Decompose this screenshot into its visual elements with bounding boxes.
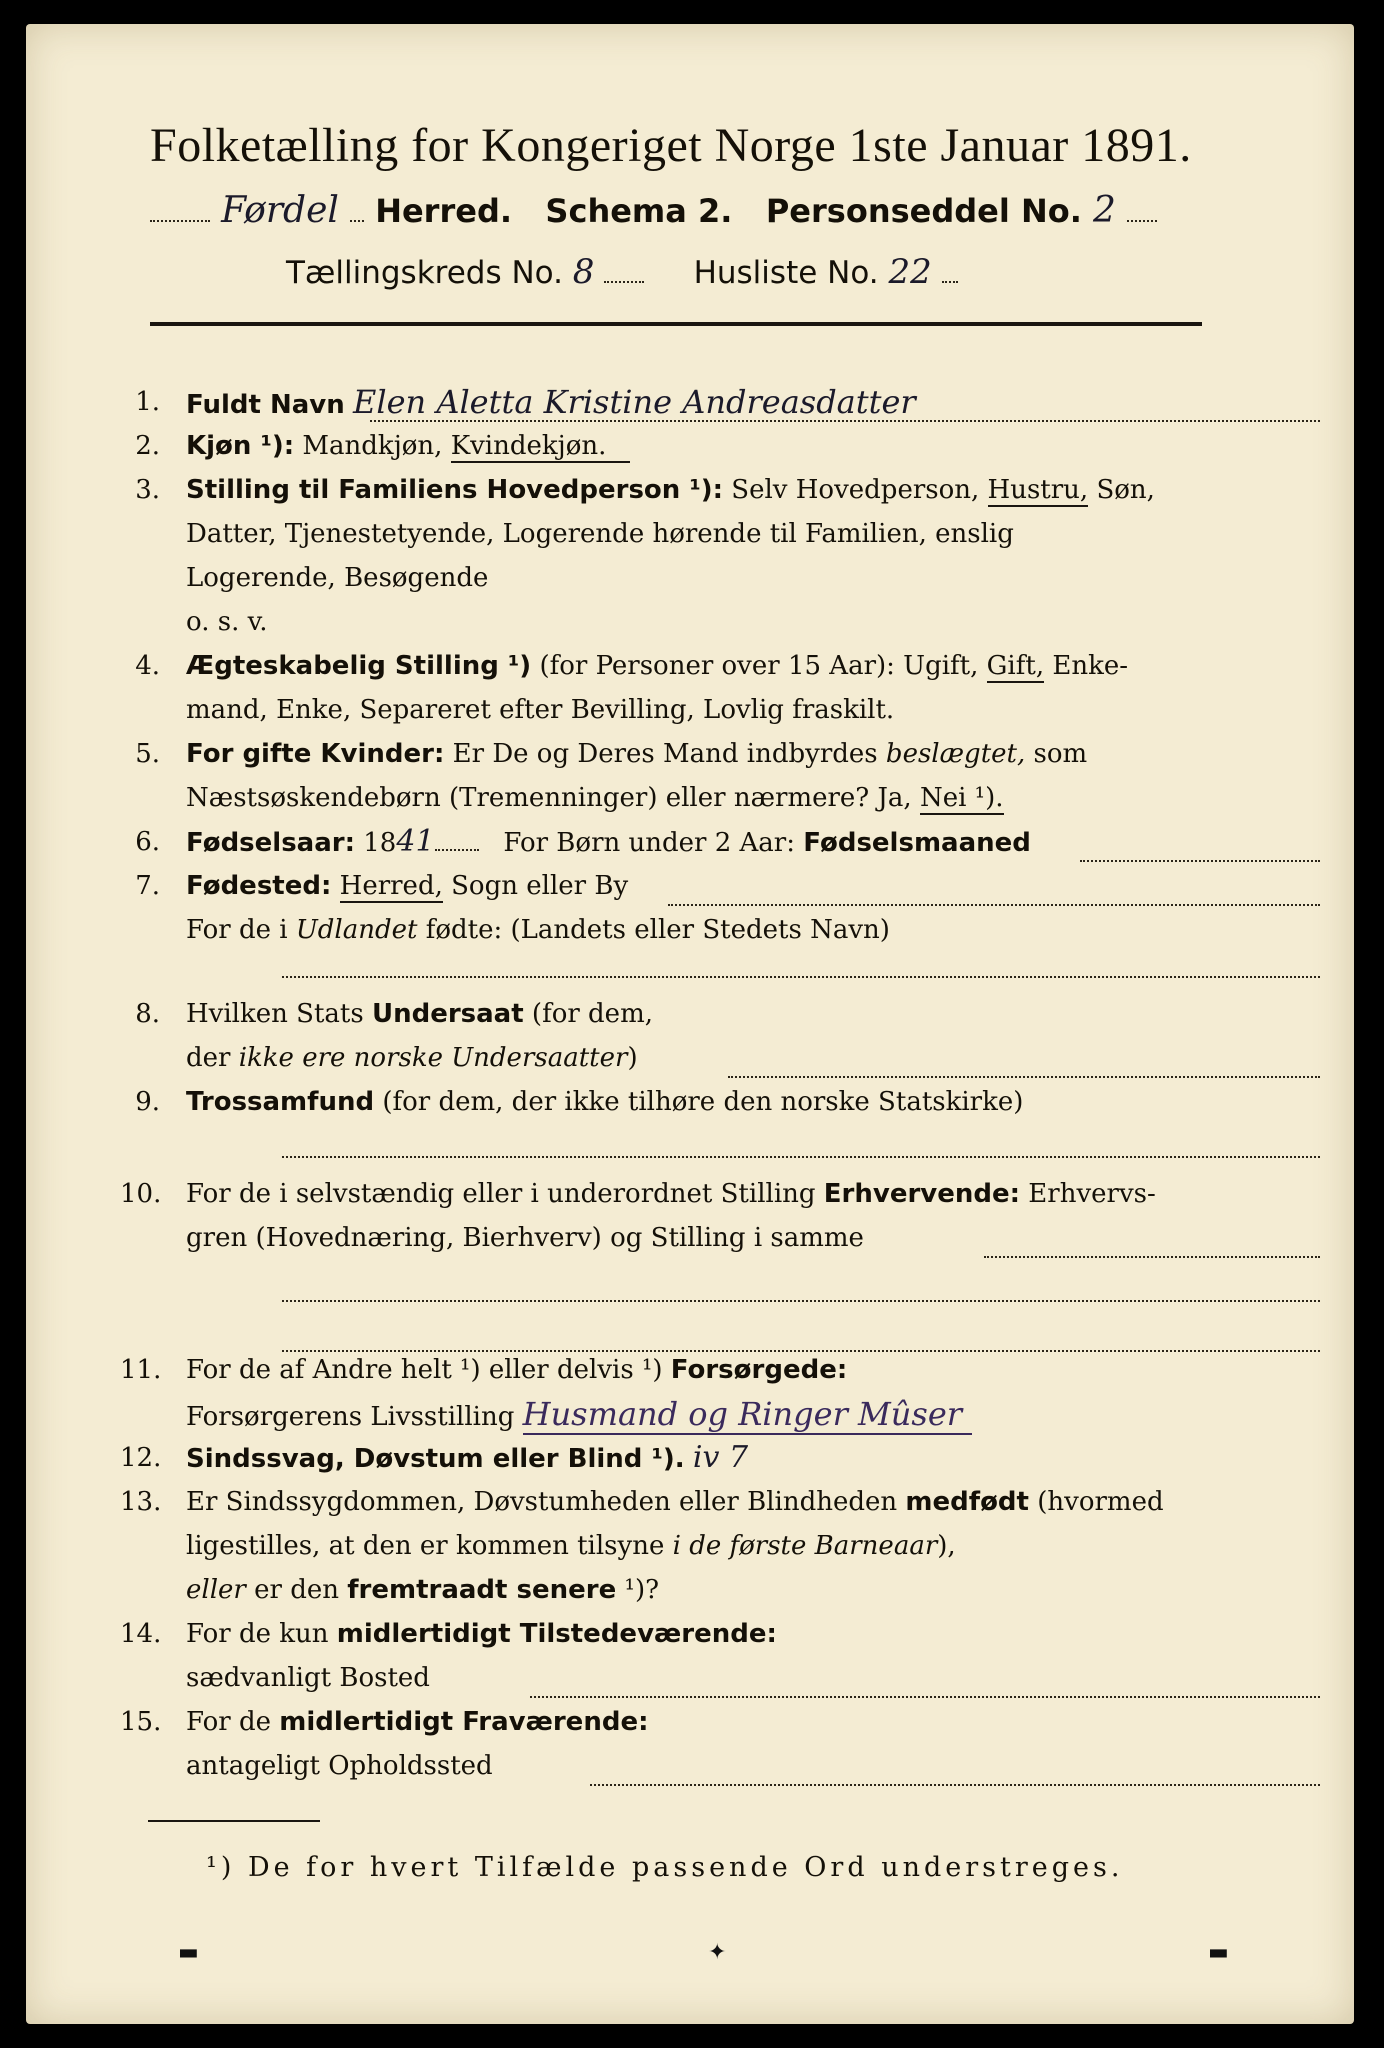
temporary-absent-question: For de bbox=[186, 1707, 271, 1737]
full-name-value: Elen Aletta Kristine Andreasdatter bbox=[353, 383, 916, 421]
dotted-fill bbox=[370, 418, 1320, 422]
dotted-fill bbox=[590, 1782, 1320, 1786]
gender-selected: Kvindekjøn. bbox=[451, 431, 631, 463]
disability-label: Sindssvag, Døvstum eller Blind ¹). bbox=[186, 1444, 685, 1474]
citizenship-label: Undersaat bbox=[371, 999, 524, 1029]
dotted-fill bbox=[728, 1074, 1320, 1078]
birthplace-label: Fødested: bbox=[186, 871, 332, 901]
item-body bbox=[186, 820, 1186, 865]
item-body bbox=[186, 556, 1186, 600]
item-number: 8. bbox=[135, 999, 160, 1029]
item-body bbox=[186, 1172, 1186, 1216]
item-body bbox=[186, 1436, 1186, 1481]
married-women-question: Næstsøskendebørn (Tremenninger) eller nærmere? Ja, bbox=[186, 783, 912, 813]
footnote-divider bbox=[148, 1820, 320, 1822]
birthplace-foreign: Udlandet bbox=[295, 915, 418, 945]
item-body bbox=[186, 1080, 1206, 1124]
congenital-question: (hvormed bbox=[1037, 1487, 1164, 1517]
birth-month-note: For Børn under 2 Aar: bbox=[503, 828, 795, 858]
congenital-question: ¹)? bbox=[624, 1575, 660, 1605]
dotted-fill bbox=[530, 1694, 1320, 1698]
family-position-options: o. s. v. bbox=[186, 607, 268, 637]
family-position-label: Stilling til Familiens Hovedperson ¹): bbox=[186, 475, 724, 505]
temporary-absent-label: midlertidigt Fraværende: bbox=[279, 1707, 649, 1737]
married-women-question: beslægtet, bbox=[885, 739, 1026, 769]
item-number: 7. bbox=[135, 871, 160, 901]
temporary-present-label: midlertidigt Tilstedeværende: bbox=[336, 1619, 777, 1649]
item-body bbox=[186, 1348, 1186, 1392]
congenital-question: ), bbox=[937, 1531, 956, 1561]
item-body bbox=[186, 644, 1186, 688]
item-number: 15. bbox=[120, 1707, 162, 1737]
item-number: 11. bbox=[120, 1355, 162, 1385]
kreds-value: 8 bbox=[572, 252, 595, 292]
punch-mark-icon: ✦ bbox=[708, 1940, 727, 1965]
item-body bbox=[186, 732, 1186, 776]
occupation-label: Erhvervende: bbox=[823, 1179, 1021, 1209]
citizenship-question: ikke ere norske Undersaatter bbox=[238, 1043, 628, 1073]
gender-option: Mandkjøn, bbox=[302, 431, 443, 461]
dotted-fill bbox=[435, 849, 479, 851]
herred-label: Herred. bbox=[375, 192, 512, 230]
citizenship-question: (for dem, bbox=[531, 999, 653, 1029]
kreds-label: Tællingskreds No. bbox=[286, 255, 563, 291]
item-body bbox=[186, 1700, 1186, 1744]
form-subheader bbox=[150, 190, 1205, 231]
congenital-question: eller bbox=[186, 1575, 246, 1605]
birth-year-label: Fødselsaar: bbox=[186, 828, 355, 858]
dotted-fill bbox=[942, 281, 958, 283]
footnote: ¹) De for hvert Tilfælde passende Ord understreges. bbox=[206, 1852, 1124, 1883]
herred-value: Førdel bbox=[221, 190, 339, 231]
temporary-present-question: For de kun bbox=[186, 1619, 329, 1649]
dotted-fill bbox=[350, 220, 364, 222]
probable-residence-label: antageligt Opholdssted bbox=[186, 1751, 493, 1781]
item-number: 4. bbox=[135, 651, 160, 681]
item-number: 3. bbox=[135, 475, 160, 505]
dotted-fill bbox=[604, 281, 644, 283]
married-women-question: som bbox=[1033, 739, 1088, 769]
item-number: 5. bbox=[135, 739, 160, 769]
birthplace-selected: Herred, bbox=[339, 871, 443, 901]
dotted-fill bbox=[150, 220, 210, 222]
congenital-question: Er Sindssygdommen, Døvstumheden eller Blindheden bbox=[186, 1487, 898, 1517]
citizenship-question: der bbox=[186, 1043, 231, 1073]
supported-label: Forsørgede: bbox=[670, 1355, 848, 1385]
marital-status-option: (for Personer over 15 Aar): Ugift, bbox=[539, 651, 979, 681]
occupation-question: For de i selvstændig eller i underordnet Stilling bbox=[186, 1179, 816, 1209]
item-body bbox=[186, 688, 1186, 732]
religion-label: Trossamfund bbox=[186, 1087, 375, 1117]
birthplace-foreign: For de i bbox=[186, 915, 288, 945]
item-body bbox=[186, 776, 1186, 820]
marital-status-selected: Gift, bbox=[986, 651, 1045, 681]
punch-mark-icon: ▬ bbox=[1208, 1940, 1229, 1965]
congenital-question: i de første Barneaar bbox=[672, 1531, 938, 1561]
dotted-fill bbox=[984, 1254, 1320, 1258]
dotted-fill bbox=[1127, 220, 1157, 222]
husliste-label: Husliste No. bbox=[693, 255, 879, 291]
dotted-fill bbox=[282, 1298, 1320, 1302]
later-onset-label: fremtraadt senere bbox=[347, 1575, 617, 1605]
header-divider bbox=[150, 322, 1202, 326]
congenital-question: er den bbox=[254, 1575, 339, 1605]
marital-status-label: Ægteskabelig Stilling ¹) bbox=[186, 651, 532, 681]
schema-label: Schema 2. bbox=[545, 192, 733, 230]
provider-occupation-label: Forsørgerens Livsstilling bbox=[186, 1402, 515, 1432]
married-women-question: Er De og Deres Mand indbyrdes bbox=[452, 739, 878, 769]
birth-year-value: 41 bbox=[396, 824, 435, 859]
married-women-selected: Nei ¹). bbox=[919, 783, 1004, 813]
provider-occupation-value: Husmand og Ringer Mûser bbox=[523, 1395, 972, 1435]
marital-status-option: Enke- bbox=[1052, 651, 1128, 681]
personseddel-label: Personseddel No. bbox=[765, 192, 1082, 230]
punch-mark-icon: ▬ bbox=[178, 1940, 199, 1965]
item-number: 12. bbox=[120, 1443, 162, 1473]
occupation-question: gren (Hovednæring, Bierhverv) og Stilling i samme bbox=[186, 1223, 864, 1253]
married-women-label: For gifte Kvinder: bbox=[186, 739, 445, 769]
item-body bbox=[186, 424, 1186, 468]
dotted-fill bbox=[1080, 858, 1320, 862]
kreds-line bbox=[286, 252, 958, 292]
item-body bbox=[186, 1524, 1186, 1568]
family-position-option: Selv Hovedperson, bbox=[731, 475, 980, 505]
full-name-label: Fuldt Navn bbox=[186, 390, 345, 420]
item-body bbox=[186, 1480, 1186, 1524]
item-number: 9. bbox=[135, 1087, 160, 1117]
item-body bbox=[186, 600, 1186, 644]
item-body bbox=[186, 1612, 1186, 1656]
item-body bbox=[186, 468, 1186, 512]
family-position-option: Søn, bbox=[1096, 475, 1155, 505]
religion-question: (for dem, der ikke tilhøre den norske Statskirke) bbox=[382, 1087, 1024, 1117]
marital-status-options: mand, Enke, Separeret efter Bevilling, Lovlig fraskilt. bbox=[186, 695, 895, 725]
citizenship-question: Hvilken Stats bbox=[186, 999, 364, 1029]
form-title: Folketælling for Kongeriget Norge 1ste Januar 1891. bbox=[150, 119, 1192, 172]
item-number: 13. bbox=[120, 1487, 162, 1517]
item-body bbox=[186, 992, 1186, 1036]
birth-month-label: Fødselsmaaned bbox=[803, 828, 1031, 858]
birthplace-option: Sogn eller By bbox=[451, 871, 629, 901]
dotted-fill bbox=[282, 974, 1320, 978]
item-number: 10. bbox=[120, 1179, 162, 1209]
gender-label: Kjøn ¹): bbox=[186, 431, 295, 461]
item-number: 2. bbox=[135, 431, 160, 461]
item-number: 14. bbox=[120, 1619, 162, 1649]
occupation-question: Erhvervs- bbox=[1028, 1179, 1156, 1209]
usual-residence-label: sædvanligt Bosted bbox=[186, 1663, 430, 1693]
item-body bbox=[186, 1392, 1306, 1439]
item-body bbox=[186, 1568, 1186, 1612]
item-body bbox=[186, 512, 1186, 556]
congenital-question: ligestilles, at den er kommen tilsyne bbox=[186, 1531, 665, 1561]
birth-year-prefix: 18 bbox=[363, 828, 397, 858]
dotted-fill bbox=[282, 1154, 1320, 1158]
supported-question: For de af Andre helt ¹) eller delvis ¹) bbox=[186, 1355, 663, 1385]
personseddel-value: 2 bbox=[1093, 190, 1116, 231]
citizenship-question: ) bbox=[627, 1043, 638, 1073]
family-position-selected: Hustru, bbox=[987, 475, 1089, 505]
item-number: 1. bbox=[135, 387, 160, 417]
family-position-options: Logerende, Besøgende bbox=[186, 563, 489, 593]
item-number: 6. bbox=[135, 827, 160, 857]
husliste-value: 22 bbox=[888, 252, 932, 292]
birthplace-foreign: fødte: (Landets eller Stedets Navn) bbox=[425, 915, 890, 945]
item-body bbox=[186, 908, 1186, 952]
congenital-label: medfødt bbox=[905, 1487, 1029, 1517]
disability-value: iv 7 bbox=[692, 1440, 749, 1475]
dotted-fill bbox=[668, 902, 1320, 906]
family-position-options: Datter, Tjenestetyende, Logerende hørende til Familien, enslig bbox=[186, 519, 1014, 549]
